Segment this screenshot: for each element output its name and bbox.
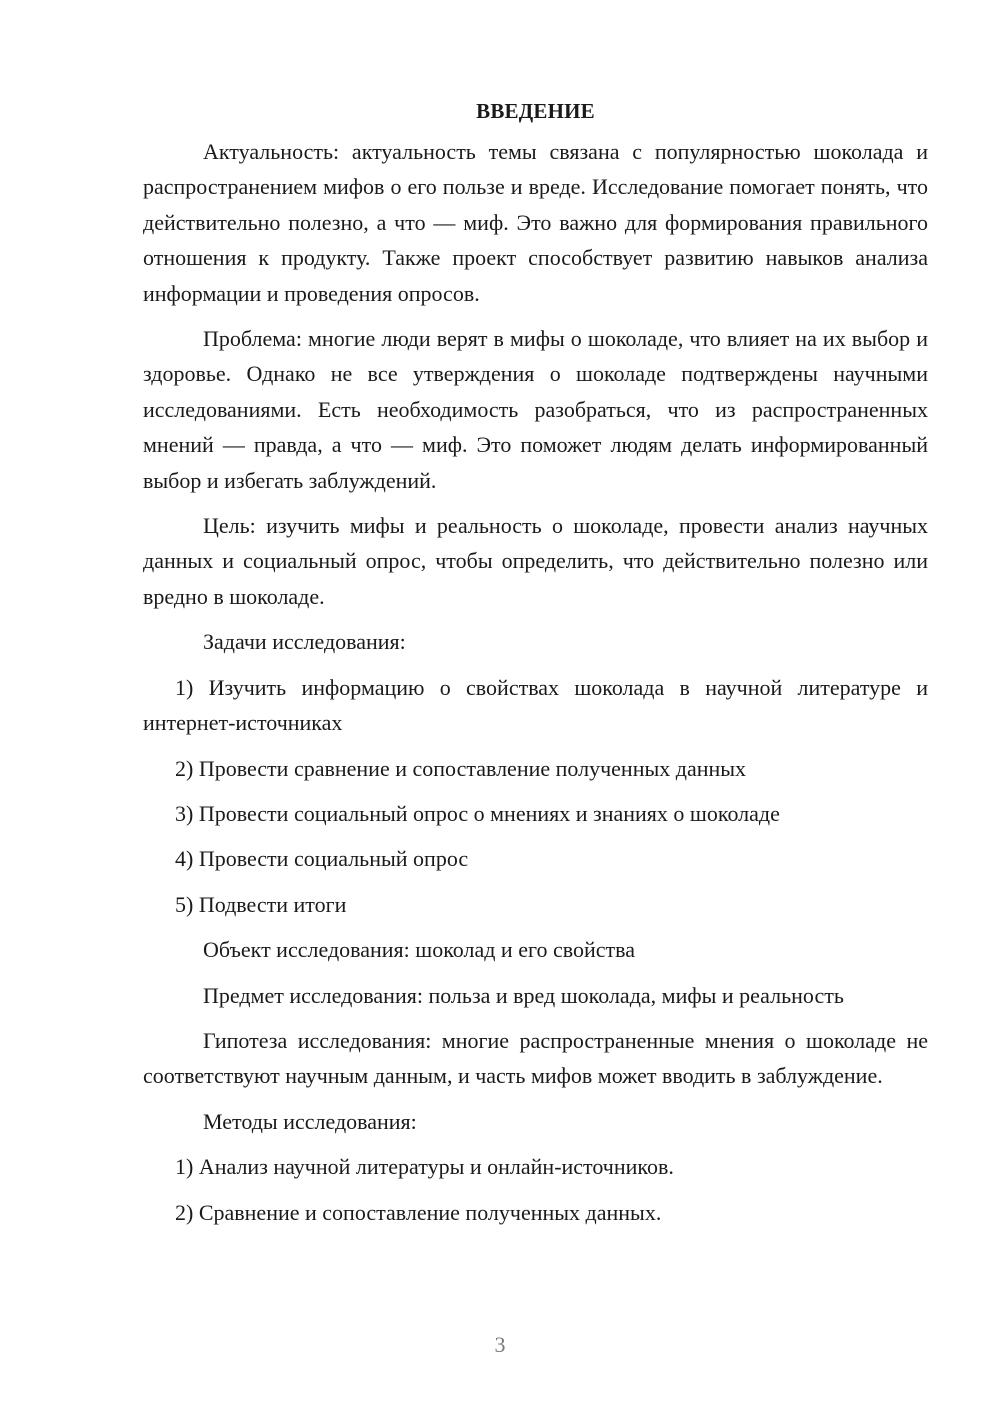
tasks-heading: Задачи исследования: <box>203 629 406 655</box>
page-number: 3 <box>494 1332 506 1357</box>
page-title: ВВЕДЕНИЕ <box>476 99 595 123</box>
methods-heading: Методы исследования: <box>203 1108 417 1134</box>
method-item: 1) Анализ научной литературы и онлайн-источников. <box>175 1154 674 1180</box>
page-content <box>143 94 928 1240</box>
research-object: Объект исследования: шоколад и его свойства <box>203 937 635 963</box>
task-item: 3) Провести социальный опрос о мнениях и знаниях о шоколаде <box>175 800 780 826</box>
hypothesis-paragraph: Гипотеза исследования: многие распространенные мнения о шоколаде не соответствуют научным данным, и часть мифов может вводить в заблуждение. <box>143 1027 928 1089</box>
task-item: 1) Изучить информацию о свойствах шоколада в научной литературе и интернет-источниках <box>143 674 928 736</box>
task-item: 2) Провести сравнение и сопоставление полученных данных <box>175 755 747 781</box>
problem-paragraph: Проблема: многие люди верят в мифы о шоколаде, что влияет на их выбор и здоровье. Однако не все утверждения о шоколаде подтверждены научными исследованиями. Есть необходимость разобраться, что из распространенных мнений — правда, а что — миф. Это поможет людям делать информированный выбор и избегать заблуждений. <box>143 326 928 493</box>
method-item: 2) Сравнение и сопоставление полученных данных. <box>175 1199 662 1225</box>
relevance-paragraph: Актуальность: актуальность темы связана с популярностью шоколада и распространением мифов о его пользе и вреде. Исследование помогает понять, что действительно полезно, а что — миф. Это важно для формирования правильного отношения к продукту. Также проект способствует развитию навыков анализа информации и проведения опросов. <box>143 139 928 306</box>
task-item: 5) Подвести итоги <box>175 891 347 917</box>
goal-paragraph: Цель: изучить мифы и реальность о шоколаде, провести анализ научных данных и социальный опрос, чтобы определить, что действительно полезно или вредно в шоколаде. <box>143 513 928 609</box>
research-subject: Предмет исследования: польза и вред шоколада, мифы и реальность <box>203 982 844 1008</box>
task-item: 4) Провести социальный опрос <box>175 846 469 872</box>
